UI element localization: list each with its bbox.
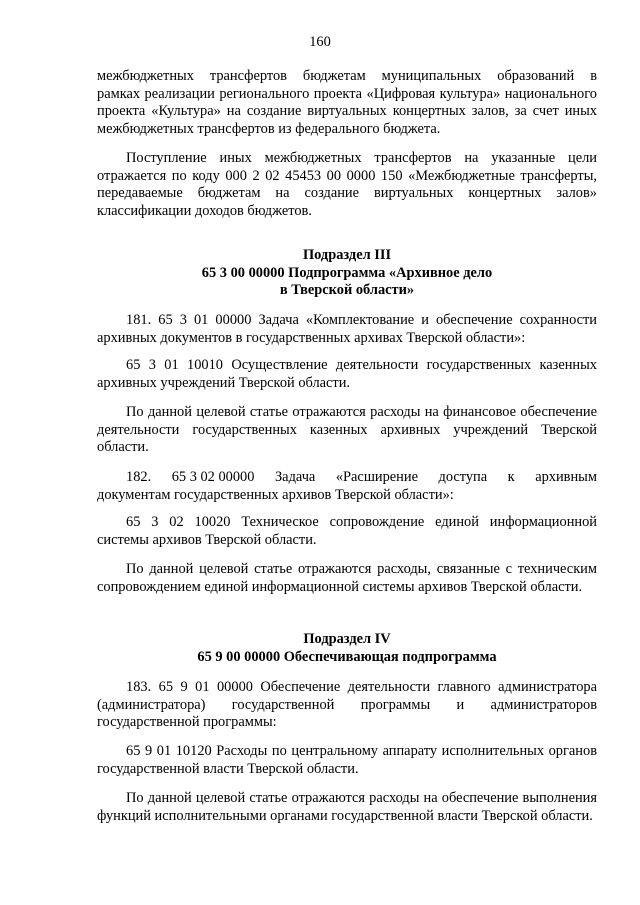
article-651011010: 65 3 01 10010 Осуществление деятельности государственных казенных архивных учреждений Тверской области.	[97, 357, 597, 391]
word: доступа	[438, 469, 488, 485]
item-182-line2: документам государственных архивов Тверской области»:	[97, 486, 454, 503]
page-number: 160	[309, 34, 331, 50]
paragraph-line: межбюджетных трансфертов бюджетам муниципальных образований в	[97, 68, 597, 84]
subsection-title: Подраздел IV	[303, 631, 391, 647]
code: 65 3 02 00000	[171, 469, 255, 485]
word: Задача	[274, 469, 316, 485]
subsection-4-heading	[97, 631, 597, 666]
item-181: 181. 65 3 01 00000 Задача «Комплектование и обеспечение сохранности архивных документов в государственных архивах Тверской области»:	[97, 312, 597, 346]
subprogram-title: в Тверской области»	[279, 282, 415, 299]
item-number: 182.	[126, 469, 152, 485]
article-653021020: 65 3 02 10020 Техническое сопровождение единой информационной системы архивов Тверской области.	[97, 514, 597, 548]
article-desc: По данной целевой статье отражаются расходы на финансовое обеспечение деятельности государственных казенных архивных учреждений Тверской области.	[97, 404, 597, 456]
subprogram-title: 65 3 00 00000 Подпрограмма «Архивное дело	[201, 264, 493, 281]
item-182-line1	[97, 469, 597, 487]
article-6590110120: 65 9 01 10120 Расходы по центральному аппарату исполнительных органов государственной власти Тверской области.	[97, 743, 597, 777]
item-182	[97, 469, 597, 504]
article-desc: По данной целевой статье отражаются расходы на обеспечение выполнения функций исполнительными органами государственной власти Тверской области.	[97, 790, 597, 824]
word: к	[507, 469, 515, 485]
paragraph-line: рамках реализации регионального проекта «Цифровая культура» национального проекта «Культура» на создание виртуальных концертных залов, за счет иных межбюджетных трансфертов из федерального бюджета.	[97, 85, 597, 137]
article-desc: По данной целевой статье отражаются расходы, связанные с техническим сопровождением единой информационной системы архивов Тверской области.	[97, 561, 597, 595]
item-183: 183. 65 9 01 00000 Обеспечение деятельности главного администратора (администратора) государственной программы и администраторов государственной программы:	[97, 679, 597, 731]
word: «Расширение	[335, 469, 418, 485]
subprogram-title: 65 9 00 00000 Обеспечивающая подпрограмма	[197, 648, 497, 665]
word: архивным	[535, 469, 597, 485]
paragraph-revenue-code: Поступление иных межбюджетных трансфертов на указанные цели отражается по коду 000 2 02 45453 00 0000 150 «Межбюджетные трансферты, передаваемые бюджетам на создание виртуальных концертных залов» классификации доходов бюджетов.	[97, 150, 597, 219]
subsection-3-heading	[97, 247, 597, 300]
paragraph-transfers-continued	[97, 68, 597, 138]
subsection-title: Подраздел III	[302, 247, 392, 263]
